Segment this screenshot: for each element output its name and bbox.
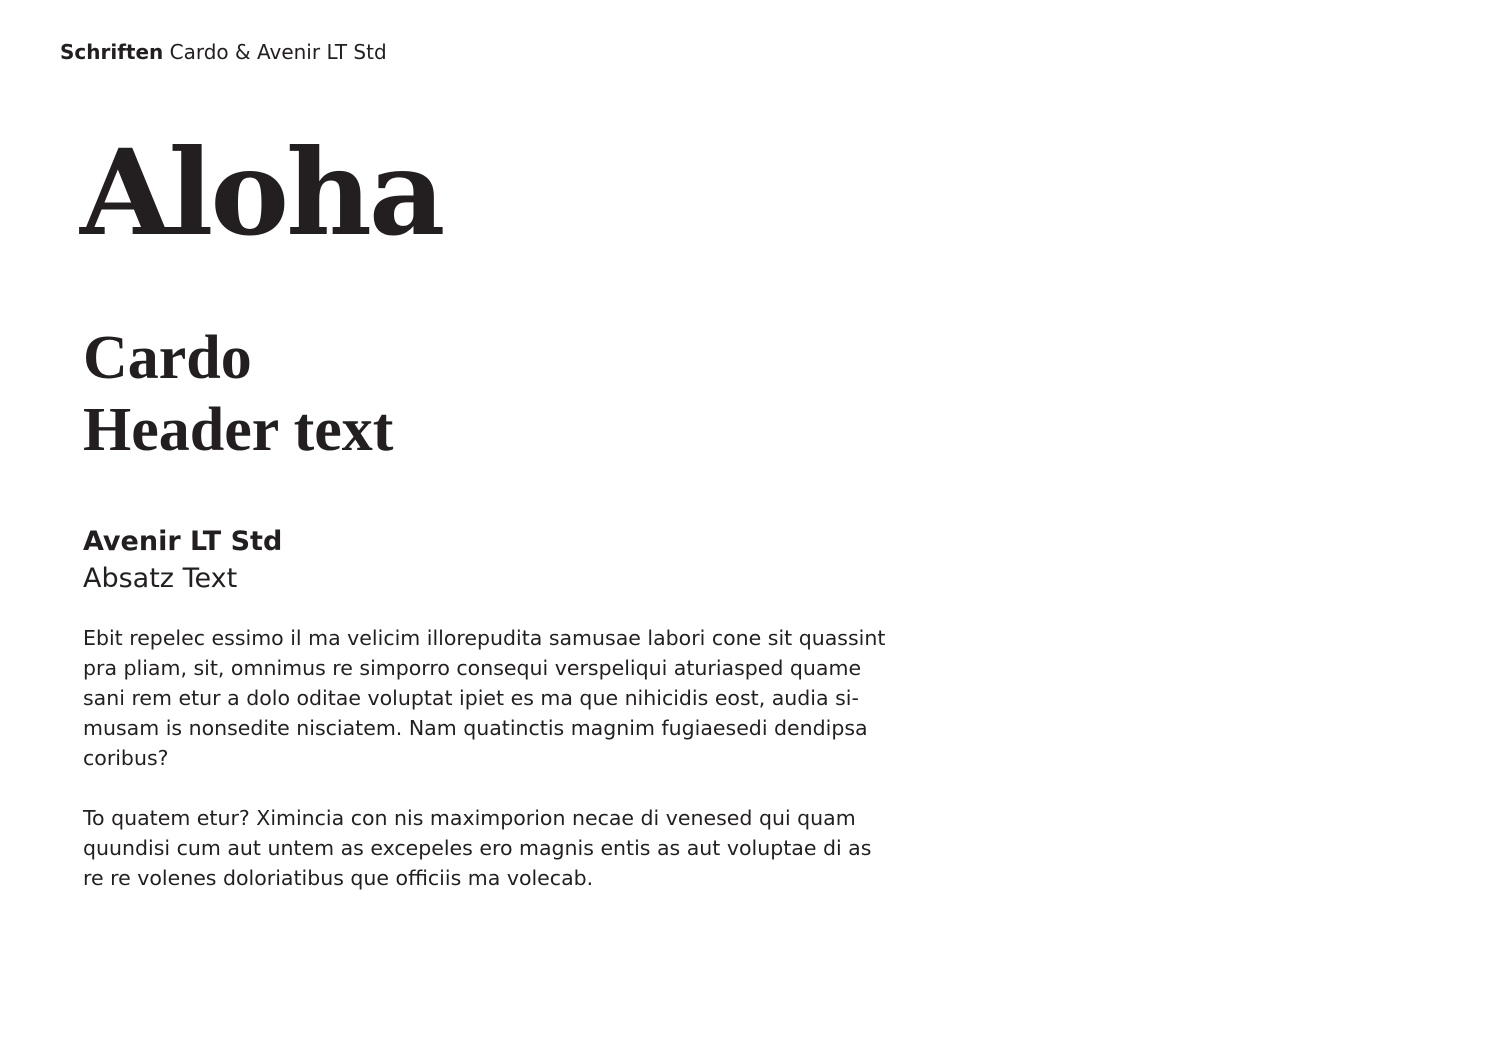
serif-font-sample (83, 322, 393, 466)
paragraph-line: Ebit repelec essimo il ma velicim illorepudita samusae labori cone sit quassint (83, 626, 886, 650)
serif-font-usage: Header text (83, 396, 394, 464)
serif-font-name: Cardo (83, 324, 252, 392)
paragraph-line: coribus? (83, 746, 169, 770)
header-fonts: Cardo & Avenir LT Std (169, 40, 387, 64)
body-text (83, 623, 963, 893)
sans-font-name: Avenir LT Std (83, 526, 283, 557)
aloha-logo: Aloha (80, 123, 443, 262)
paragraph-line: quundisi cum aut untem as excepeles ero magnis entis as aut voluptae di as (83, 836, 872, 860)
paragraph-1 (83, 623, 963, 773)
paragraph-line: re re volenes doloriatibus que officiis ma volecab. (83, 866, 594, 890)
header-label: Schriften (60, 40, 164, 64)
page-header (60, 38, 387, 66)
paragraph-line: To quatem etur? Ximincia con nis maximporion necae di venesed qui quam (83, 806, 856, 830)
paragraph-line: sani rem etur a dolo oditae voluptat ipiet es ma que nihicidis eost, audia si- (83, 686, 859, 710)
paragraph-line: pra pliam, sit, omnimus re simporro consequi verspeliqui aturiasped quame (83, 656, 862, 680)
sans-font-sample (83, 523, 282, 597)
sans-font-usage: Absatz Text (83, 563, 238, 594)
paragraph-2 (83, 803, 963, 893)
paragraph-line: musam is nonsedite nisciatem. Nam quatinctis magnim fugiaesedi dendipsa (83, 716, 868, 740)
paragraph-spacer (83, 773, 963, 803)
